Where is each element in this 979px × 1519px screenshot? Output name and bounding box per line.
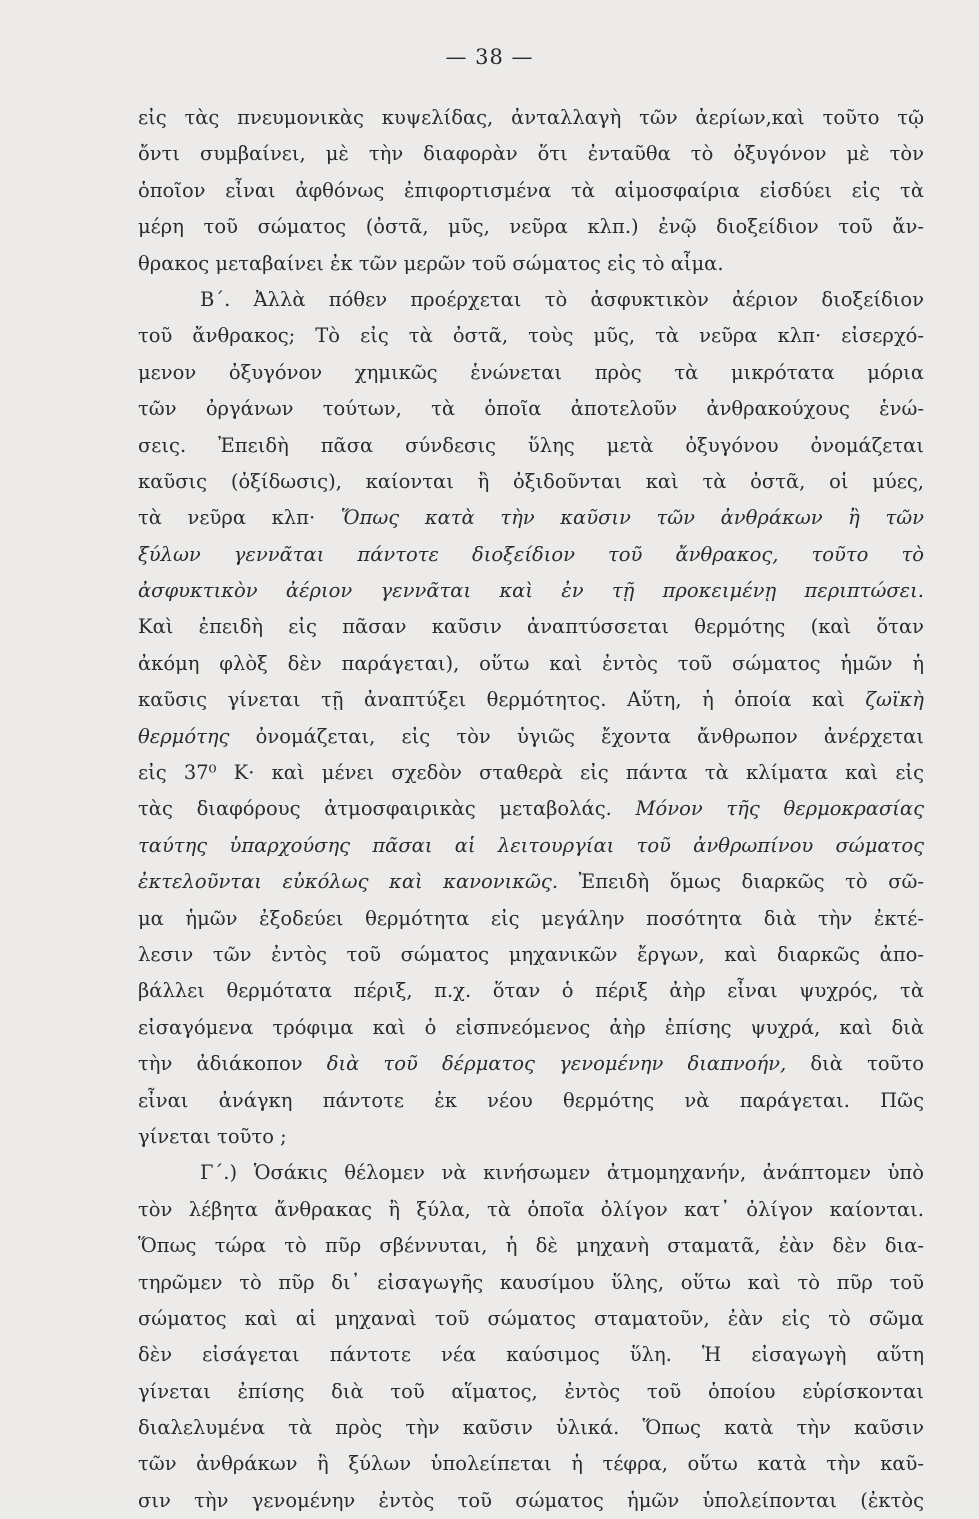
text-line bbox=[138, 1192, 924, 1228]
text-segment: Β΄. Ἀλλὰ πόθεν προέρχεται τὸ ἀσφυκτικὸν ἀέριον διοξείδιον bbox=[200, 287, 924, 311]
text-line bbox=[138, 1228, 924, 1264]
text-line bbox=[138, 1374, 924, 1410]
text-line bbox=[138, 318, 924, 354]
text-line bbox=[138, 1083, 924, 1119]
text-line bbox=[138, 537, 924, 573]
italic-text-segment: ἐκτελοῦνται εὐκόλως καὶ κανονικῶς. bbox=[138, 870, 559, 894]
text-line bbox=[138, 937, 924, 973]
text-line bbox=[138, 1446, 924, 1482]
text-segment: μα ἡμῶν ἐξοδεύει θερμότητα εἰς μεγάλην ποσότητα διὰ τὴν ἐκτέ- bbox=[138, 906, 924, 930]
text-line bbox=[138, 573, 924, 609]
italic-text-segment: ταύτης ὑπαρχούσης πᾶσαι αἱ λειτουργίαι τοῦ ἀνθρωπίνου σώματος bbox=[138, 833, 924, 857]
text-segment: λεσιν τῶν ἐντὸς τοῦ σώματος μηχανικῶν ἔργων, καὶ διαρκῶς ἀπο- bbox=[138, 942, 924, 966]
text-segment: εἰς 37⁰ Κ· καὶ μένει σχεδὸν σταθερὰ εἰς πάντα τὰ κλίματα καὶ εἰς bbox=[138, 761, 924, 785]
italic-text-segment: ζωϊκὴ bbox=[865, 688, 924, 712]
text-segment: τῶν ὀργάνων τούτων, τὰ ὁποῖα ἀποτελοῦν ἀνθρακούχους ἑνώ- bbox=[138, 397, 924, 421]
text-segment: τὰ νεῦρα κλπ· bbox=[138, 506, 341, 530]
text-segment: εἰς τὰς πνευμονικὰς κυψελίδας, ἀνταλλαγὴ τῶν ἀερίων,καὶ τοῦτο τῷ bbox=[138, 106, 924, 129]
text-segment: μενον ὀξυγόνον χημικῶς ἑνώνεται πρὸς τὰ μικρότατα μόρια bbox=[138, 360, 924, 384]
italic-text-segment: ξύλων γεννᾶται πάντοτε διοξείδιον τοῦ ἄνθρακος, τοῦτο τὸ bbox=[138, 542, 924, 566]
text-line bbox=[138, 1010, 924, 1046]
italic-text-segment: διὰ τοῦ δέρματος γενομένην διαπνοήν, bbox=[326, 1052, 787, 1076]
text-line bbox=[138, 1337, 924, 1373]
text-line bbox=[138, 1119, 924, 1155]
text-line bbox=[138, 864, 924, 900]
italic-text-segment: ἀσφυκτικὸν ἀέριον γεννᾶται καὶ ἐν τῇ προκειμένῃ περιπτώσει. bbox=[138, 579, 924, 603]
text-segment: μέρη τοῦ σώματος (ὀστᾶ, μῦς, νεῦρα κλπ.) ἐνῷ διοξείδιον τοῦ ἄν- bbox=[138, 215, 924, 239]
text-segment: ὁποῖον εἶναι ἀφθόνως ἐπιφορτισμένα τὰ αἱμοσφαίρια εἰσδύει εἰς τὰ bbox=[138, 178, 924, 202]
text-line bbox=[138, 464, 924, 500]
text-segment: δὲν εἰσάγεται πάντοτε νέα καύσιμος ὕλη. Ἡ εἰσαγωγὴ αὕτη bbox=[138, 1343, 924, 1367]
text-line bbox=[138, 682, 924, 718]
text-segment: εἰσαγόμενα τρόφιμα καὶ ὁ εἰσπνεόμενος ἀὴρ ἐπίσης ψυχρά, καὶ διὰ bbox=[138, 1015, 924, 1039]
text-line bbox=[138, 719, 924, 755]
text-line bbox=[138, 173, 924, 209]
text-line bbox=[138, 791, 924, 827]
text-segment: Ὅπως τώρα τὸ πῦρ σβέννυται, ἡ δὲ μηχανὴ σταματᾶ, ἐὰν δὲν δια- bbox=[138, 1234, 924, 1258]
text-segment: ὀνομάζεται, εἰς τὸν ὑγιῶς ἔχοντα ἄνθρωπον ἀνέρχεται bbox=[229, 724, 924, 748]
text-line bbox=[138, 246, 924, 282]
text-segment: εἶναι ἀνάγκη πάντοτε ἐκ νέου θερμότης νὰ παράγεται. Πῶς bbox=[138, 1088, 924, 1112]
body-text bbox=[138, 100, 924, 1519]
text-line bbox=[138, 500, 924, 536]
text-segment: σεις. Ἐπειδὴ πᾶσα σύνδεσις ὕλης μετὰ ὀξυγόνου ὀνομάζεται bbox=[138, 433, 924, 457]
text-segment: τὰς διαφόρους ἀτμοσφαιρικὰς μεταβολάς. bbox=[138, 797, 636, 821]
text-line bbox=[138, 973, 924, 1009]
text-segment: θρακος μεταβαίνει ἐκ τῶν μερῶν τοῦ σώματος εἰς τὸ αἷμα. bbox=[138, 251, 724, 275]
text-segment: βάλλει θερμότατα πέριξ, π.χ. ὅταν ὁ πέριξ ἀὴρ εἶναι ψυχρός, τὰ bbox=[138, 979, 924, 1003]
text-segment: ὄντι συμβαίνει, μὲ τὴν διαφορὰν ὅτι ἐνταῦθα τὸ ὀξυγόνον μὲ τὸν bbox=[138, 142, 924, 166]
text-segment: σιν τὴν γενομένην ἐντὸς τοῦ σώματος ἡμῶν ὑπολείπονται (ἐκτὸς bbox=[138, 1488, 924, 1512]
text-segment: διαλελυμένα τὰ πρὸς τὴν καῦσιν ὑλικά. Ὅπως κατὰ τὴν καῦσιν bbox=[138, 1416, 924, 1440]
text-line bbox=[138, 646, 924, 682]
text-segment: τῶν ἀνθράκων ἢ ξύλων ὑπολείπεται ἡ τέφρα, οὕτω κατὰ τὴν καῦ- bbox=[138, 1452, 924, 1476]
text-segment: καῦσις (ὀξίδωσις), καίονται ἢ ὀξιδοῦνται καὶ τὰ ὀστᾶ, οἱ μύες, bbox=[138, 469, 924, 493]
text-line bbox=[138, 1483, 924, 1519]
text-segment: Καὶ ἐπειδὴ εἰς πᾶσαν καῦσιν ἀναπτύσσεται θερμότης (καὶ ὅταν bbox=[138, 615, 924, 639]
text-segment: γίνεται ἐπίσης διὰ τοῦ αἵματος, ἐντὸς τοῦ ὁποίου εὑρίσκονται bbox=[138, 1379, 924, 1403]
text-line bbox=[138, 755, 924, 791]
text-segment: τὸν λέβητα ἄνθρακας ἢ ξύλα, τὰ ὁποῖα ὀλίγον κατ᾽ ὀλίγον καίονται. bbox=[138, 1197, 924, 1221]
text-segment: Ἐπειδὴ ὅμως διαρκῶς τὸ σῶ- bbox=[558, 870, 924, 894]
text-segment: ἀκόμη φλὸξ δὲν παράγεται), οὕτω καὶ ἐντὸς τοῦ σώματος ἡμῶν ἡ bbox=[138, 651, 924, 675]
text-line bbox=[138, 1155, 924, 1191]
text-segment: τὴν ἀδιάκοπον bbox=[138, 1052, 327, 1076]
text-line bbox=[138, 209, 924, 245]
text-line bbox=[138, 609, 924, 645]
text-line bbox=[138, 1265, 924, 1301]
page-number: — 38 — bbox=[445, 45, 534, 69]
text-segment: γίνεται τοῦτο ; bbox=[138, 1124, 287, 1148]
text-segment: τηρῶμεν τὸ πῦρ δι᾽ εἰσαγωγῆς καυσίμου ὕλης, οὕτω καὶ τὸ πῦρ τοῦ bbox=[138, 1270, 924, 1294]
text-line bbox=[138, 355, 924, 391]
text-segment: σώματος καὶ αἱ μηχαναὶ τοῦ σώματος σταματοῦν, ἐὰν εἰς τὸ σῶμα bbox=[138, 1306, 924, 1330]
text-line bbox=[138, 1410, 924, 1446]
text-segment: Γ΄.) Ὁσάκις θέλομεν νὰ κινήσωμεν ἀτμομηχανήν, ἀνάπτομεν ὑπὸ bbox=[200, 1161, 924, 1185]
text-segment: διὰ τοῦτο bbox=[786, 1052, 924, 1076]
text-segment: καῦσις γίνεται τῇ ἀναπτύξει θερμότητος. Αὕτη, ἡ ὁποία καὶ bbox=[138, 688, 866, 712]
text-line bbox=[138, 428, 924, 464]
text-line bbox=[138, 828, 924, 864]
text-line bbox=[138, 901, 924, 937]
italic-text-segment: Ὅπως κατὰ τὴν καῦσιν τῶν ἀνθράκων ἢ τῶν bbox=[340, 506, 925, 530]
text-line bbox=[138, 391, 924, 427]
text-segment: τοῦ ἄνθρακος; Τὸ εἰς τὰ ὀστᾶ, τοὺς μῦς, τὰ νεῦρα κλπ· εἰσερχό- bbox=[138, 324, 924, 348]
text-line bbox=[138, 1301, 924, 1337]
text-line bbox=[138, 136, 924, 172]
text-line bbox=[138, 100, 924, 136]
italic-text-segment: Μόνον τῆς θερμοκρασίας bbox=[635, 797, 924, 821]
text-line bbox=[138, 1046, 924, 1082]
italic-text-segment: θερμότης bbox=[138, 724, 230, 748]
text-line bbox=[138, 282, 924, 318]
